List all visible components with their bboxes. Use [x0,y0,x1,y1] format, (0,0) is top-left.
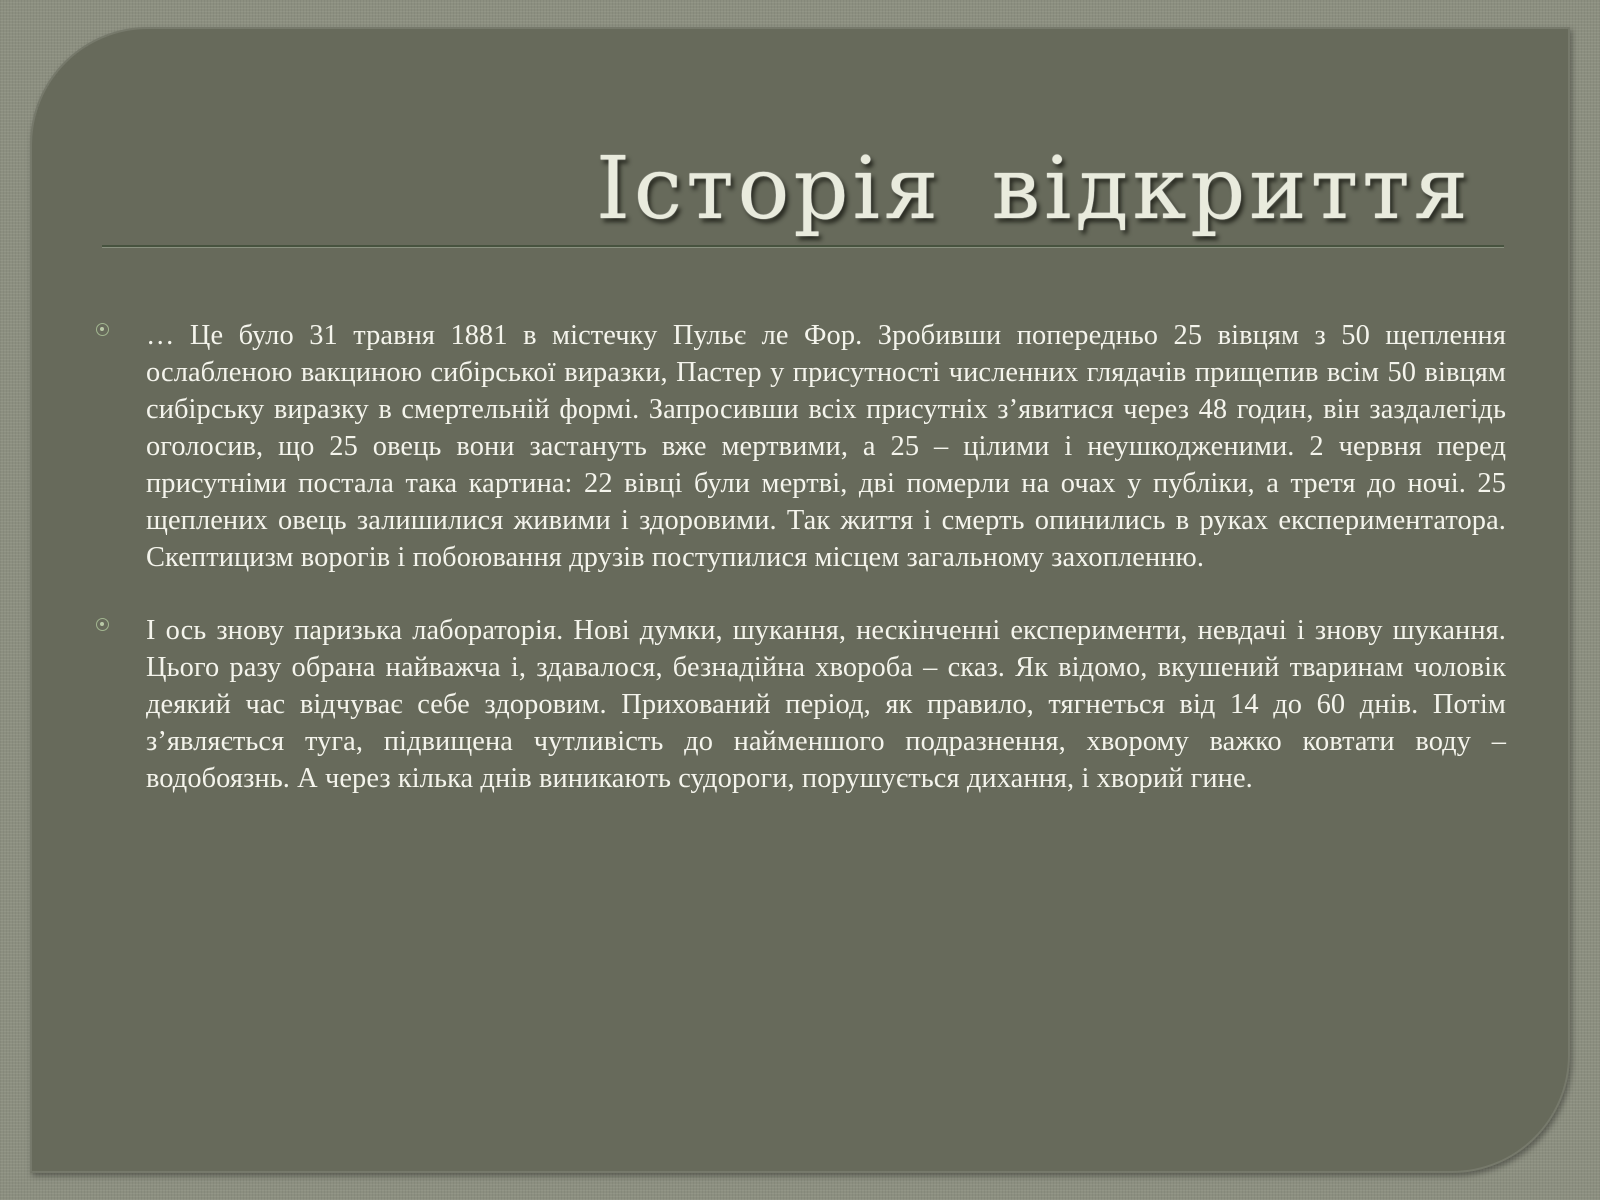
bullet-text: І ось знову паризька лабораторія. Нові думки, шукання, нескінченні експерименти, невдачі і знову шукання. Цього разу обрана найважча і, здавалося, безнадійна хвороба – сказ. Як відомо, вкушений тваринам чоловік деякий час відчуває себе здоровим. Прихований період, як правило, тягнеться від 14 до 60 днів. Потім з’являється туга, підвищена чутливість до найменшого подразнення, хворому важко ковтати воду – водобоязнь. А через кілька днів виникають судороги, порушується дихання, і хворий гине. [146,615,1506,794]
slide-body [96,317,1506,833]
slide-panel [30,27,1570,1173]
title-divider [102,245,1504,248]
bullet-circle-icon [96,618,109,631]
bullet-item [96,317,1506,576]
bullet-text: … Це було 31 травня 1881 в містечку Пульє ле Фор. Зробивши попередньо 25 вівцям з 50 щеплення ослабленою вакциною сибірської виразки, Пастер у присутності численних глядачів прищепив всім 50 вівцям сибірську виразку в смертельній формі. Запросивши всіх присутніх з’явитися через 48 годин, він заздалегідь оголосив, що 25 овець вони застануть вже мертвими, а 25 – цілими і неушкодженими. 2 червня перед присутніми постала така картина: 22 вівці були мертві, дві померли на очах у публіки, а третя до ночі. 25 щеплених овець залишилися живими і здоровими. Так життя і смерть опинились в руках експериментатора. Скептицизм ворогів і побоювання друзів поступилися місцем загальному захопленню. [146,320,1506,573]
bullet-circle-icon [96,323,109,336]
slide-title: Історія відкриття [595,139,1472,239]
bullet-item [96,612,1506,797]
